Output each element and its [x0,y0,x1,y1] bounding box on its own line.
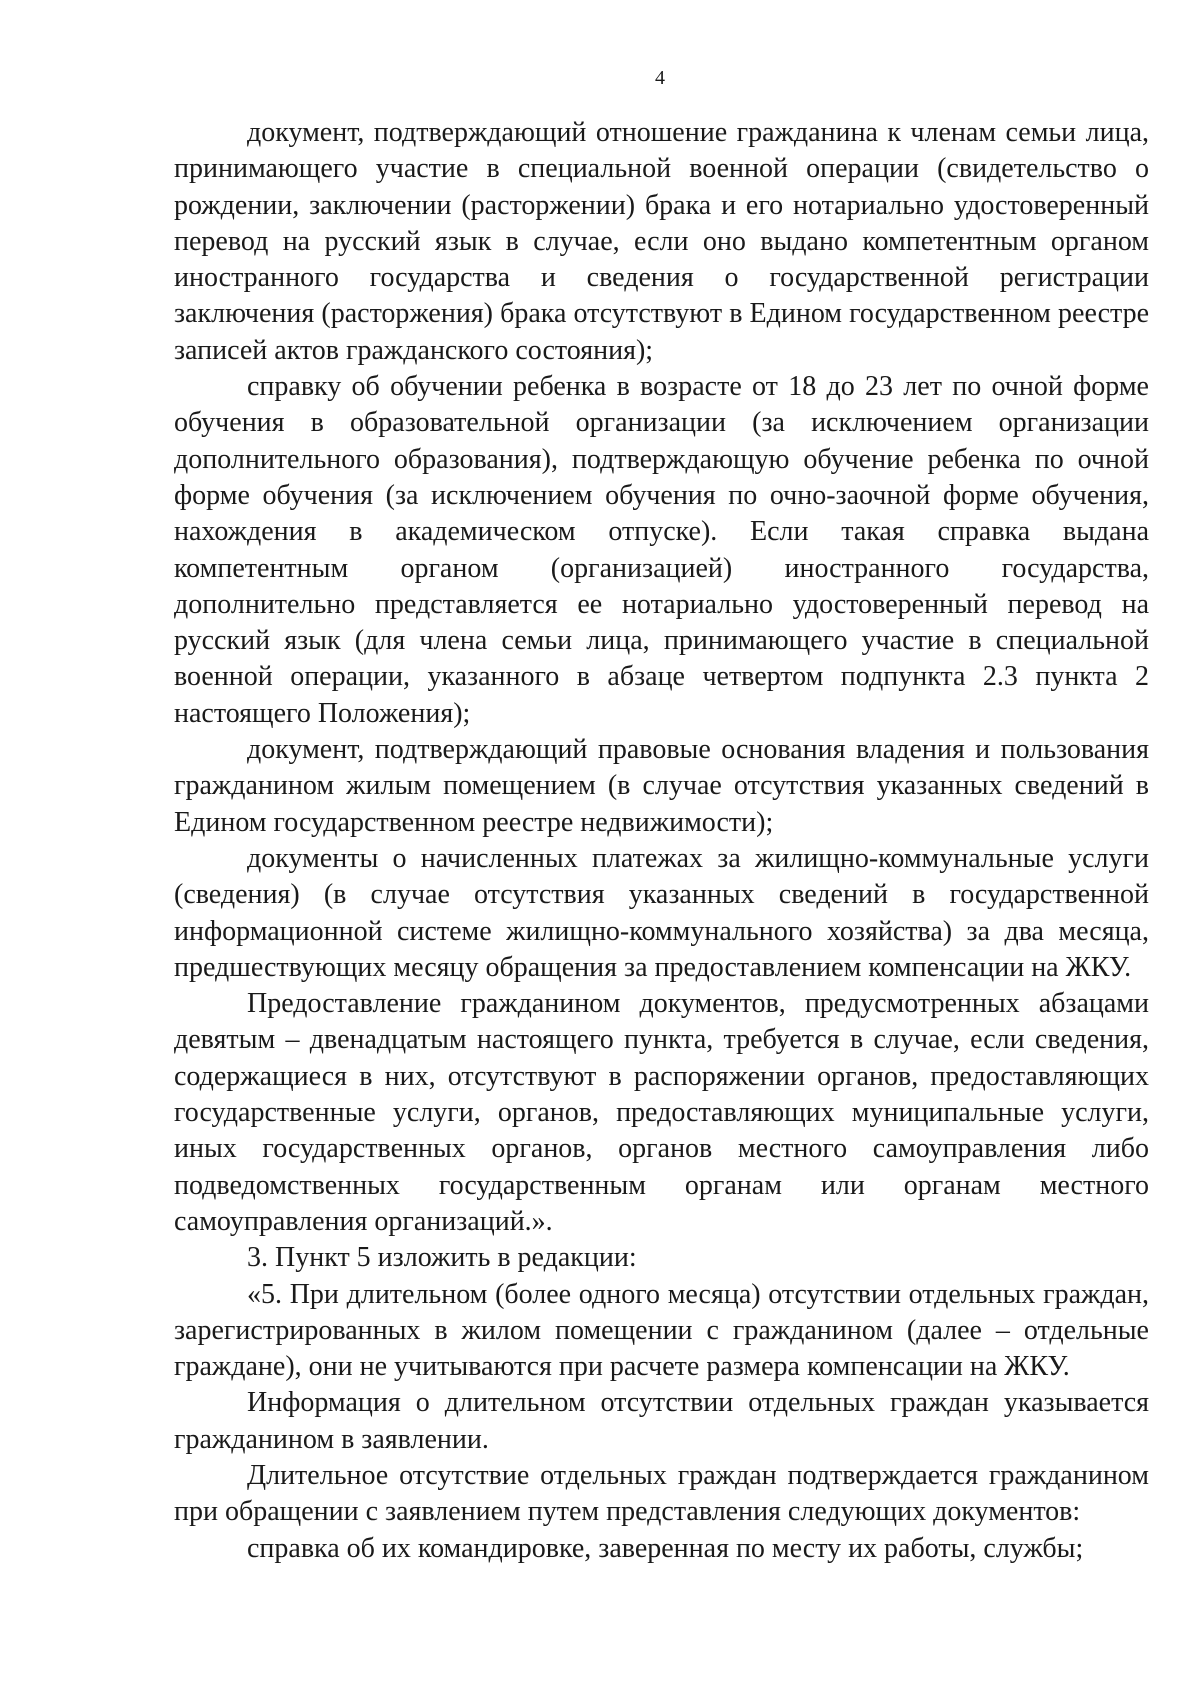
paragraph-clause-5-text: «5. При длительном (более одного месяца) отсутствии отдельных граждан, зарегистрированных в жилом помещении с гражданином (далее – отдельные граждане), они не учитываются при расчете размера компенсации на ЖКУ. [174,1278,1149,1383]
paragraph-education-certificate: справку об обучении ребенка в возрасте от 18 до 23 лет по очной форме обучения в образовательной организации (за исключением организации дополнительного образования), подтверждающую обучение ребенка по очной форме обучения (за исключением обучения по очно-заочной форме обучения, нахождения в академическом отпуске). Если такая справка выдана компетентным органом (организацией) иностранного государства, дополнительно представляется ее нотариально удостоверенный перевод на русский язык (для члена семьи лица, принимающего участие в специальной военной операции, указанного в абзаце четвертом подпункта 2.3 пункта 2 настоящего Положения); [174,371,1149,729]
paragraph-clause-3: 3. Пункт 5 изложить в редакции: [247,1242,637,1274]
paragraph-utility-payments-documents: документы о начисленных платежах за жилищно-коммунальные услуги (сведения) (в случае отсутствия указанных сведений в государственной информационной системе жилищно-коммунального хозяйства) за два месяца, предшествующих месяцу обращения за предоставлением компенсации на ЖКУ. [174,842,1149,983]
paragraph-absence-information: Информация о длительном отсутствии отдельных граждан указывается гражданином в заявлении. [174,1387,1149,1455]
page-number: 4 [655,67,665,89]
paragraph-housing-rights-document: документ, подтверждающий правовые основания владения и пользования гражданином жилым помещением (в случае отсутствия указанных сведений в Едином государственном реестре недвижимости); [174,734,1149,838]
paragraph-absence-confirmation: Длительное отсутствие отдельных граждан подтверждается гражданином при обращении с заявлением путем представления следующих документов: [174,1459,1149,1528]
document-body [174,115,1149,1567]
paragraph-documents-requirement: Предоставление гражданином документов, предусмотренных абзацами девятым – двенадцатым настоящего пункта, требуется в случае, если сведения, содержащиеся в них, отсутствуют в распоряжении органов, предоставляющих государственные услуги, органов, предоставляющих муниципальные услуги, иных государственных органов, органов местного самоуправления либо подведомственных государственным органам или органам местного самоуправления организаций.». [174,988,1149,1237]
paragraph-family-relation-document: документ, подтверждающий отношение гражданина к членам семьи лица, принимающего участие в специальной военной операции (свидетельство о рождении, заключении (расторжении) брака и его нотариально удостоверенный перевод на русский язык в случае, если оно выдано компетентным органом иностранного государства и сведения о государственной регистрации заключения (расторжения) брака отсутствуют в Едином государственном реестре записей актов гражданского состояния); [174,117,1149,366]
paragraph-business-trip-certificate: справка об их командировке, заверенная по месту их работы, службы; [247,1532,1084,1564]
